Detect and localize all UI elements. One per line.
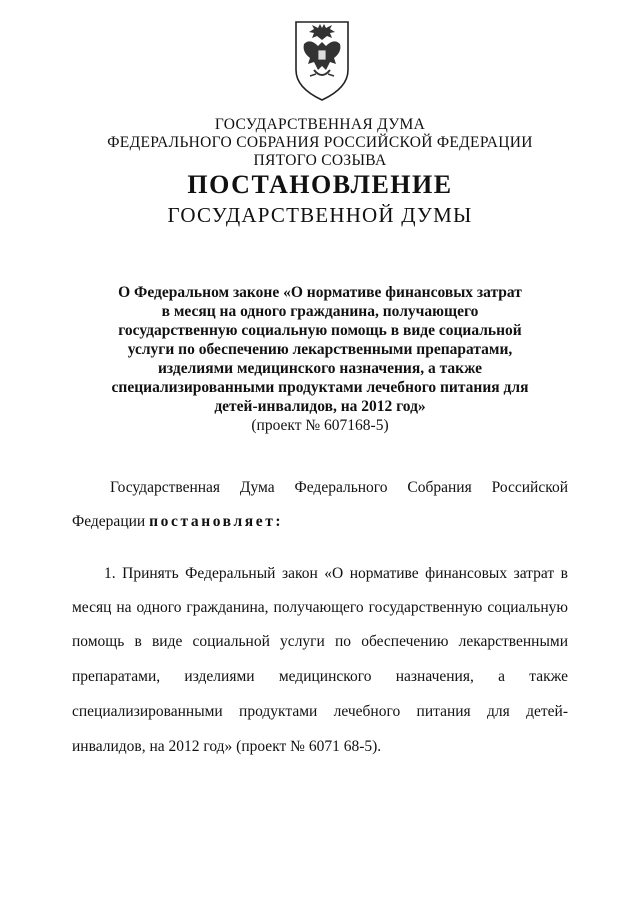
document-subtitle: ГОСУДАРСТВЕННОЙ ДУМЫ — [167, 203, 473, 227]
preamble-line-2 — [72, 513, 568, 531]
bill-line: специализированными продуктами лечебного питания для — [111, 379, 529, 396]
header-line-2: ФЕДЕРАЛЬНОГО СОБРАНИЯ РОССИЙСКОЙ ФЕДЕРАЦИИ — [107, 134, 533, 151]
bill-line: О Федеральном законе «О нормативе финансовых затрат — [118, 284, 522, 301]
preamble-resolves: постановляет: — [149, 513, 284, 530]
clause-line: инвалидов, на 2012 год» (проект № 6071 68-5). — [72, 738, 382, 755]
header-line-3: ПЯТОГО СОЗЫВА — [253, 152, 387, 169]
clause-line: 1. Принять Федеральный закон «О нормативе финансовых затрат в — [104, 565, 568, 582]
bill-line: в месяц на одного гражданина, получающего — [161, 303, 479, 320]
clause-line: специализированными продуктами лечебного питания для детей- — [72, 703, 568, 720]
clause-line: месяц на одного гражданина, получающего государственную социальную — [72, 599, 568, 616]
double-headed-eagle-icon — [290, 18, 354, 104]
preamble-line-1: Государственная Дума Федерального Собрания Российской — [110, 479, 568, 496]
bill-line: государственную социальную помощь в виде социальной — [118, 322, 522, 339]
bill-line: детей-инвалидов, на 2012 год» — [214, 398, 426, 415]
document-title: ПОСТАНОВЛЕНИЕ — [187, 170, 453, 199]
coat-of-arms-emblem — [290, 18, 354, 104]
clause-line: помощь в виде социальной услуги по обеспечению лекарственными — [72, 633, 568, 650]
header-line-1: ГОСУДАРСТВЕННАЯ ДУМА — [214, 116, 426, 133]
bill-line: изделиями медицинского назначения, а также — [157, 360, 483, 377]
preamble-line-2-start: Федерации — [72, 513, 150, 530]
bill-line: услуги по обеспечению лекарственными препаратами, — [127, 341, 513, 358]
bill-project-number: (проект № 607168-5) — [251, 417, 389, 434]
clause-line: препаратами, изделиями медицинского назначения, а также — [72, 668, 568, 685]
